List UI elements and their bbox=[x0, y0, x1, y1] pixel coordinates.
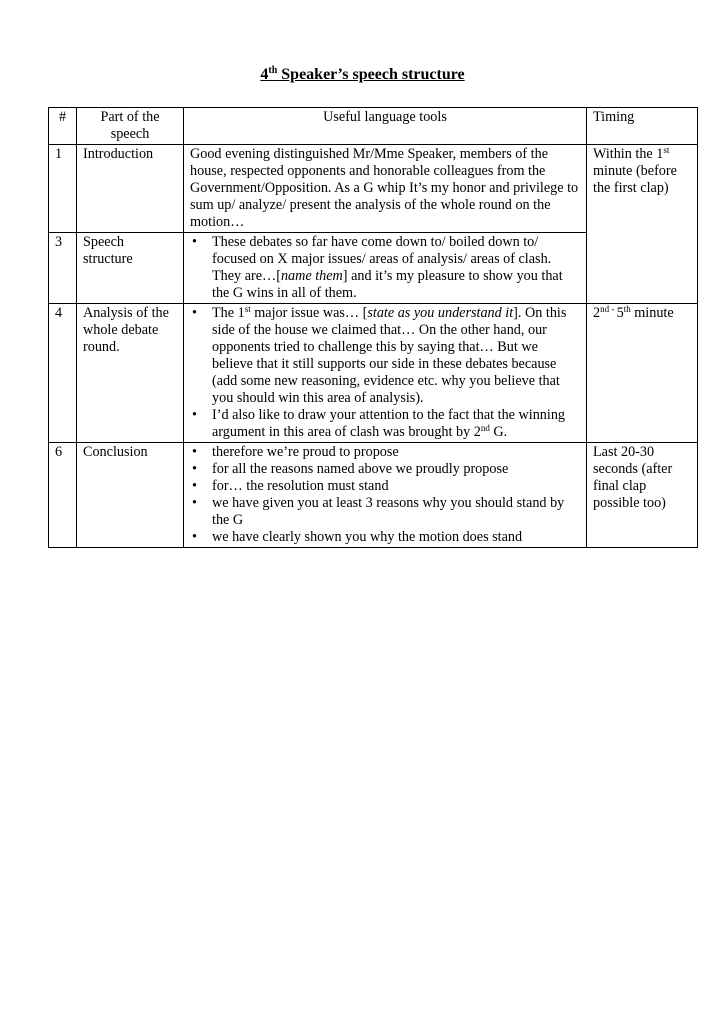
row-part: Introduction bbox=[77, 145, 184, 233]
list-item: • we have given you at least 3 reasons why you should stand by the G bbox=[190, 495, 580, 529]
table-row bbox=[49, 443, 698, 548]
row-timing: Within the 1st minute (before the first clap) bbox=[587, 145, 698, 304]
row-number: 1 bbox=[49, 145, 77, 233]
table-row bbox=[49, 145, 698, 233]
list-item: • for… the resolution must stand bbox=[190, 478, 580, 495]
row-number: 6 bbox=[49, 443, 77, 548]
row-timing: Last 20-30 seconds (after final clap possible too) bbox=[587, 443, 698, 548]
header-tools: Useful language tools bbox=[184, 108, 587, 145]
list-item: • I’d also like to draw your attention to the fact that the winning argument in this area of clash was brought by 2nd G. bbox=[190, 407, 580, 441]
speech-structure-table bbox=[48, 107, 698, 548]
row-part: Conclusion bbox=[77, 443, 184, 548]
page-title: 4th Speaker’s speech structure bbox=[260, 65, 465, 83]
table-row bbox=[49, 304, 698, 443]
row-number: 3 bbox=[49, 233, 77, 304]
header-timing: Timing bbox=[587, 108, 698, 145]
row-part: Analysis of the whole debate round. bbox=[77, 304, 184, 443]
row-tools bbox=[184, 443, 587, 548]
list-item: • therefore we’re proud to propose bbox=[190, 444, 580, 461]
header-number: # bbox=[49, 108, 77, 145]
list-item: • we have clearly shown you why the motion does stand bbox=[190, 529, 580, 546]
list-item: • These debates so far have come down to/ boiled down to/ focused on X major issues/ areas of analysis/ areas of clash. They are…[name them] and it’s my pleasure to show you that the G wins in all of them. bbox=[190, 234, 580, 302]
header-part: Part of the speech bbox=[77, 108, 184, 145]
row-tools bbox=[184, 304, 587, 443]
list-item: • The 1st major issue was… [state as you understand it]. On this side of the house we claimed that… On the other hand, our opponents tried to challenge this by saying that… But we believe that it still supports our side in these debates because (add some new reasoning, evidence etc. why you believe that you should win this area of analysis). bbox=[190, 305, 580, 407]
row-timing: $2^{nd -}$ 5th minute bbox=[587, 304, 698, 443]
row-tools bbox=[184, 233, 587, 304]
row-part: Speech structure bbox=[77, 233, 184, 304]
list-item: • for all the reasons named above we proudly propose bbox=[190, 461, 580, 478]
row-number: 4 bbox=[49, 304, 77, 443]
row-tools: Good evening distinguished Mr/Mme Speaker, members of the house, respected opponents and honorable colleagues from the Government/Opposition. As a G whip It’s my honor and privilege to sum up/ analyze/ present the analysis of the whole round on the motion… bbox=[184, 145, 587, 233]
table-header-row bbox=[49, 108, 698, 145]
